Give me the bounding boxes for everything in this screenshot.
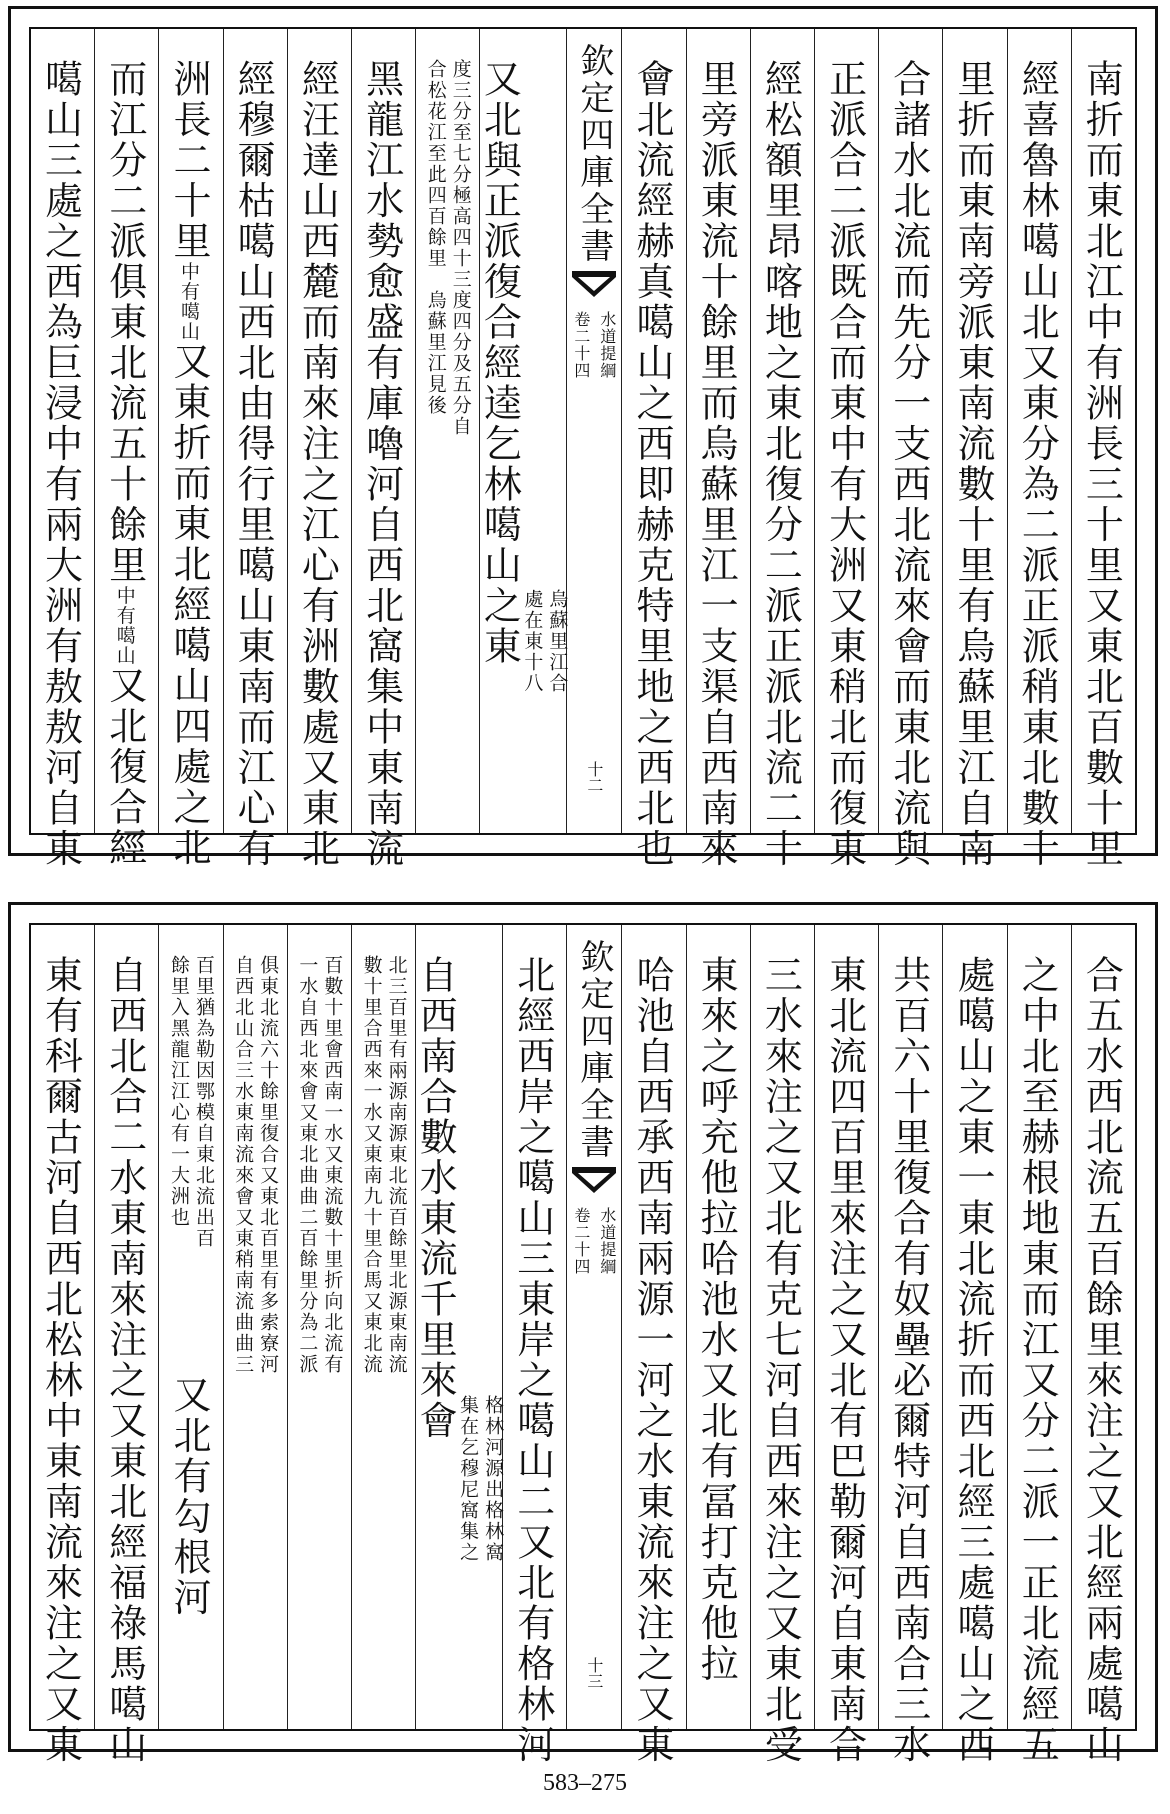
inline-note: 噶山 xyxy=(177,301,200,342)
top-page-frame xyxy=(29,27,1137,869)
text-column xyxy=(94,925,158,1765)
text-column xyxy=(686,29,750,869)
column-text: 共百六十里復合有奴壘必爾特河自西南合三水 xyxy=(886,955,931,1765)
column-text: 東來之呼充他拉哈池水又北有冨打克他拉 xyxy=(694,955,739,1684)
top-page xyxy=(8,6,1158,869)
annotation xyxy=(426,29,470,833)
annotation-line: 俱東北流六十餘里復合又東北百里有多索寮河 xyxy=(257,955,280,1375)
main-text: 又北復合經 xyxy=(102,665,147,868)
annotation-column xyxy=(223,925,287,1729)
column-text: 東北流四百里來注之又北有巴勒爾河自東南合 xyxy=(822,955,867,1765)
text-column xyxy=(750,925,814,1765)
text-column xyxy=(502,925,566,1765)
main-text: 洲長二十里 xyxy=(166,59,211,262)
main-text: 自西南合數水東流千里來會 xyxy=(413,955,458,1441)
column-text xyxy=(413,925,458,1729)
column-text: 南折而東北江中有洲長三十里又東北百數十里 xyxy=(1079,59,1124,869)
text-column xyxy=(686,925,750,1729)
text-column xyxy=(351,29,415,869)
folio-number: 十二 xyxy=(584,761,604,793)
text-column xyxy=(1007,29,1071,869)
column-text xyxy=(166,29,211,868)
text-column xyxy=(814,29,878,869)
column-text: 之中北至赫根地東而江又分二派一正北流經五 xyxy=(1015,955,1060,1765)
folio-number: 十三 xyxy=(584,1657,604,1689)
center-fold xyxy=(566,29,621,833)
column-text: 哈池自西承西南兩源一河之水東流來注之又東 xyxy=(629,955,674,1765)
annotation-line: 百里猶為勒因鄂模自東北流出百 xyxy=(192,955,215,1249)
column-text: 合諸水北流而先分一支西北流來會而東北流與 xyxy=(886,59,931,869)
book-title: 欽定四庫全書 xyxy=(573,939,614,1161)
page-number: 583–275 xyxy=(543,1770,627,1796)
inline-note: 噶山 xyxy=(113,625,136,666)
column-text: 三水來注之又北有克七河自西來注之又東北受 xyxy=(758,955,803,1765)
text-column xyxy=(814,925,878,1765)
fishtail-mark-icon xyxy=(572,271,616,305)
column-text xyxy=(477,29,522,833)
annotation-line: 北三百里有兩源南源東北流百餘里北源東南流 xyxy=(385,955,408,1375)
annotation-line: 合松花江至此四百餘里 烏蘇里江見後 xyxy=(424,59,447,416)
inline-note: 中有 xyxy=(177,261,200,302)
annotation-line: 百數十里會西南一水又東流數十里折向北流有 xyxy=(321,955,344,1375)
annotation-line: 自西北山合三水東南流來會又東稍南流曲曲三 xyxy=(232,955,255,1375)
column-text: 處噶山之東一東北流折而西北經三處噶山之西 xyxy=(950,955,995,1765)
text-column xyxy=(31,925,94,1765)
column-text: 自西北合二水東南來注之又東北經福祿馬噶山 xyxy=(102,955,147,1765)
column-text: 經松額里昂喀地之東北復分二派正派北流二十 xyxy=(758,59,803,869)
column-text: 經穆爾枯噶山西北由得行里噶山東南而江心有 xyxy=(231,59,276,869)
center-fold xyxy=(566,925,621,1729)
annotation-column xyxy=(287,925,351,1729)
column-text: 里折而東南旁派東南流數十里有烏蘇里江自南 xyxy=(950,59,995,869)
bottom-page xyxy=(8,902,1158,1765)
column-text xyxy=(102,29,147,868)
annotation-column xyxy=(158,925,222,1729)
text-column xyxy=(31,29,94,869)
column-text: 經汪達山西麓而南來注之江心有洲數處又東北 xyxy=(295,59,340,869)
section-name: 水道提綱 xyxy=(597,1207,617,1275)
main-text: 又北與正派復合經逵乞林噶山之東 xyxy=(477,59,522,667)
annotation-column xyxy=(415,29,479,833)
annotation xyxy=(296,925,344,1729)
text-column xyxy=(94,29,158,868)
text-column xyxy=(1071,925,1135,1765)
text-column xyxy=(878,29,942,869)
column-text: 東有科爾古河自西北松林中東南流來注之又東 xyxy=(38,955,83,1765)
column-text: 經喜魯林噶山北又東分為二派正派稍東北數十 xyxy=(1015,59,1060,869)
column-text: 又北有勾根河 xyxy=(166,1375,211,1618)
column-text: 里旁派東流十餘里而烏蘇里江一支渠自西南來 xyxy=(694,59,739,869)
section-label xyxy=(570,1207,619,1275)
text-column xyxy=(158,29,222,868)
main-text: 而江分二派俱東北流五十餘里 xyxy=(102,59,147,586)
section-label xyxy=(570,311,619,379)
annotation-column xyxy=(351,925,415,1729)
annotation-line: 餘里入黑龍江江心有一大洲也 xyxy=(167,955,190,1228)
column-text: 合五水西北流五百餘里來注之又北經兩處噶山 xyxy=(1079,955,1124,1765)
text-column xyxy=(942,925,1006,1765)
main-text: 又東折而東北經噶山四處之北 xyxy=(166,341,211,868)
annotation-line: 一水自西北來會又東北曲曲二百餘里分為二派 xyxy=(296,955,319,1375)
annotation-line: 集在乞穆尼窩集之 xyxy=(457,1395,480,1563)
text-column xyxy=(621,29,685,869)
annotation-line: 格林河源出格林窩 xyxy=(482,1395,505,1563)
annotation-line: 烏蘇里江合 xyxy=(546,589,569,694)
inline-note: 中有 xyxy=(113,585,136,626)
book-title: 欽定四庫全書 xyxy=(573,43,614,265)
bottom-page-frame xyxy=(29,923,1137,1765)
annotation xyxy=(457,925,505,1729)
column-text: 黑龍江水勢愈盛有庫嚕河自西北窩集中東南流 xyxy=(359,59,404,869)
annotation-line: 處在東十八 xyxy=(521,589,544,694)
fishtail-mark-icon xyxy=(572,1167,616,1201)
annotation-line: 度三分至七分極高四十三度四分及五分自 xyxy=(449,59,472,437)
annotation xyxy=(232,925,280,1729)
annotation xyxy=(362,925,406,1729)
text-column xyxy=(413,925,505,1729)
text-column xyxy=(477,29,569,833)
text-column xyxy=(878,925,942,1765)
text-column xyxy=(942,29,1006,869)
volume-name: 卷二十四 xyxy=(571,311,591,379)
column-text: 噶山三處之西為巨浸中有兩大洲有敖敖河自東 xyxy=(38,59,83,869)
section-name: 水道提綱 xyxy=(597,311,617,379)
text-column xyxy=(621,925,685,1765)
column-text: 正派合二派既合而東中有大洲又東稍北而復東 xyxy=(822,59,867,869)
text-column xyxy=(1007,925,1071,1765)
column-text: 北經西岸之噶山三東岸之噶山二又北有格林河 xyxy=(510,955,555,1765)
text-column xyxy=(750,29,814,869)
text-column xyxy=(287,29,351,869)
annotation-line: 數十里合西來一水又東南九十里合馬又東北流 xyxy=(360,955,383,1375)
column-text: 會北流經赫真噶山之西即赫克特里地之西北也 xyxy=(629,59,674,869)
text-column xyxy=(1071,29,1135,869)
annotation xyxy=(521,29,569,833)
volume-name: 卷二十四 xyxy=(571,1207,591,1275)
text-column xyxy=(223,29,287,869)
